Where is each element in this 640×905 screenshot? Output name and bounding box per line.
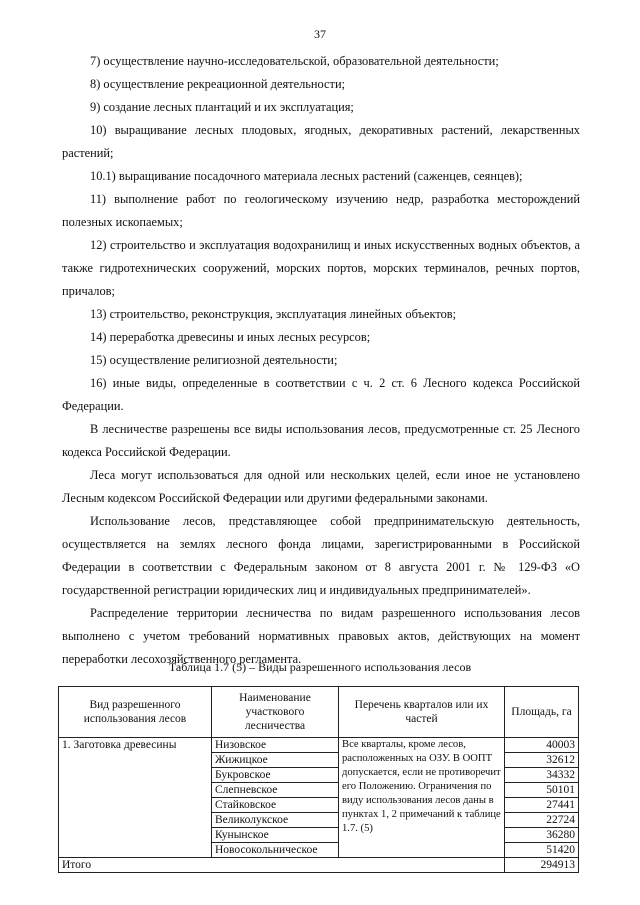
column-header: Наименование участкового лесничества [212,687,339,738]
list-item: 12) строительство и эксплуатация водохранилищ и иных искусственных водных объектов, а также гидротехнических сооружений, морских портов, морских терминалов, речных портов, причалов; [62,238,580,298]
column-header: Вид разрешенного использования лесов [59,687,212,738]
column-header: Площадь, га [505,687,579,738]
list-item: 11) выполнение работ по геологическому изучению недр, разработка месторождений полезных ископаемых; [62,192,580,229]
paragraph: Использование лесов, представляющее собой предпринимательскую деятельность, осуществляется на землях лесного фонда лицами, зарегистрированными в Российской Федерации в соответствии с Федеральным законом от 8 августа 2001 г. № 129-ФЗ «О государственной регистрации юридических лиц и индивидуальных предпринимателей». [62,514,580,597]
table-row [59,738,579,753]
column-header: Перечень кварталов или их частей [339,687,505,738]
list-item: 7) осуществление научно-исследовательской, образовательной деятельности; [90,54,499,68]
forestry-cell: Стайковское [212,798,339,813]
use-type-cell: 1. Заготовка древесины [59,738,212,858]
quarters-description-cell: Все кварталы, кроме лесов, расположенных на ОЗУ. В ООПТ допускается, если не противоречит его Положению. Ограничения по виду использования лесов даны в пунктах 1, 2 примечаний к таблице 1.7. (5) [339,738,505,858]
paragraph: Леса могут использоваться для одной или нескольких целей, если иное не установлено Лесным кодексом Российской Федерации или другими федеральными законами. [62,468,580,505]
area-cell: 36280 [505,828,579,843]
area-cell: 50101 [505,783,579,798]
list-item: 10) выращивание лесных плодовых, ягодных, декоративных растений, лекарственных растений; [62,123,580,160]
list-item: 8) осуществление рекреационной деятельности; [90,77,346,91]
list-item: 15) осуществление религиозной деятельности; [90,353,338,367]
area-cell: 27441 [505,798,579,813]
forestry-cell: Жижицкое [212,753,339,768]
table-caption: Таблица 1.7 (5) – Виды разрешенного использования лесов [168,660,472,674]
paragraph: Распределение территории лесничества по видам разрешенного использования лесов выполнено с учетом требований нормативных правовых актов, действующих на момент переработки лесохозяйственного регламента. [62,606,580,666]
forestry-cell: Новосокольническое [212,843,339,858]
list-item: 16) иные виды, определенные в соответствии с ч. 2 ст. 6 Лесного кодекса Российской Федерации. [62,376,580,413]
area-cell: 32612 [505,753,579,768]
area-cell: 22724 [505,813,579,828]
table-total-row [59,858,579,873]
total-label: Итого [59,858,505,873]
forestry-cell: Кунынское [212,828,339,843]
area-cell: 40003 [505,738,579,753]
page-number: 37 [314,27,326,41]
table-header-row [59,687,579,738]
list-item: 9) создание лесных плантаций и их эксплуатация; [90,100,354,114]
paragraph: В лесничестве разрешены все виды использования лесов, предусмотренные ст. 25 Лесного кодекса Российской Федерации. [62,422,580,459]
forestry-cell: Букровское [212,768,339,783]
list-item: 14) переработка древесины и иных лесных ресурсов; [90,330,371,344]
list-item: 10.1) выращивание посадочного материала лесных растений (саженцев, сеянцев); [90,169,523,183]
forestry-cell: Низовское [212,738,339,753]
forestry-cell: Великолукское [212,813,339,828]
area-cell: 34332 [505,768,579,783]
forestry-cell: Слепневское [212,783,339,798]
area-cell: 51420 [505,843,579,858]
list-item: 13) строительство, реконструкция, эксплуатация линейных объектов; [90,307,457,321]
forest-use-table [58,686,579,873]
total-area: 294913 [505,858,579,873]
body-text [62,50,580,671]
